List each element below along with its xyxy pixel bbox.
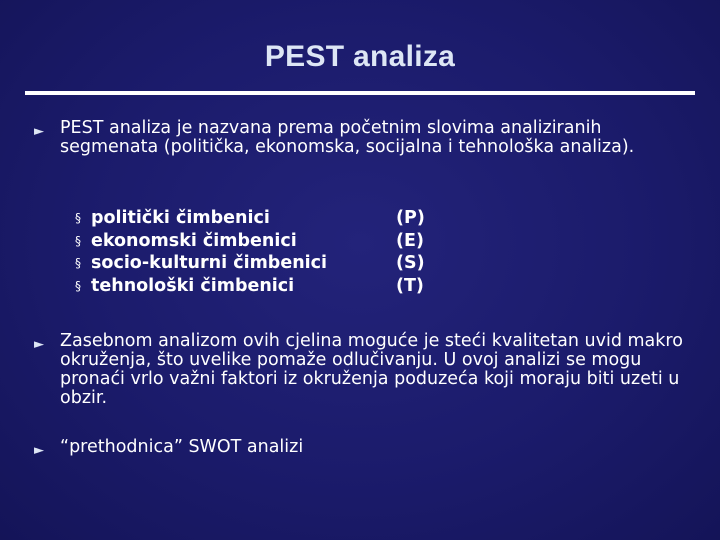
square-bullet-icon: § [75, 211, 81, 226]
factor-item [75, 275, 425, 298]
factor-label: tehnološki čimbenici [91, 275, 295, 296]
bullet-arrow-icon: ► [34, 337, 44, 352]
factor-label: politički čimbenici [91, 208, 270, 229]
title-divider [25, 91, 695, 95]
slide-title: PEST analiza [264, 40, 456, 73]
square-bullet-icon: § [75, 256, 81, 271]
square-bullet-icon: § [75, 278, 81, 293]
factor-code: (S) [396, 253, 425, 274]
factor-label: ekonomski čimbenici [91, 230, 297, 251]
factor-label: socio-kulturni čimbenici [91, 253, 328, 274]
factor-code: (T) [396, 275, 424, 296]
factor-list [75, 207, 425, 297]
bullet-text-3: “prethodnica” SWOT analizi [60, 437, 304, 457]
factor-code: (E) [396, 230, 424, 251]
bullet-text-2: Zasebnom analizom ovih cjelina moguće je steći kvalitetan uvid makro okruženja, što uvelike pomaže odlučivanju. U ovoj analizi se mogu pronaći vrlo važni faktori iz okruženja poduzeća koji moraju biti uzeti u obzir. [60, 331, 683, 408]
bullet-arrow-icon: ► [34, 124, 44, 139]
bullet-arrow-icon: ► [34, 443, 44, 458]
bullet-text-1: PEST analiza je nazvana prema početnim slovima analiziranih segmenata (politička, ekonomska, socijalna i tehnološka analiza). [60, 118, 635, 157]
factor-item [75, 207, 425, 230]
factor-code: (P) [396, 208, 425, 229]
square-bullet-icon: § [75, 233, 81, 248]
factor-item [75, 252, 425, 275]
factor-item [75, 230, 425, 253]
